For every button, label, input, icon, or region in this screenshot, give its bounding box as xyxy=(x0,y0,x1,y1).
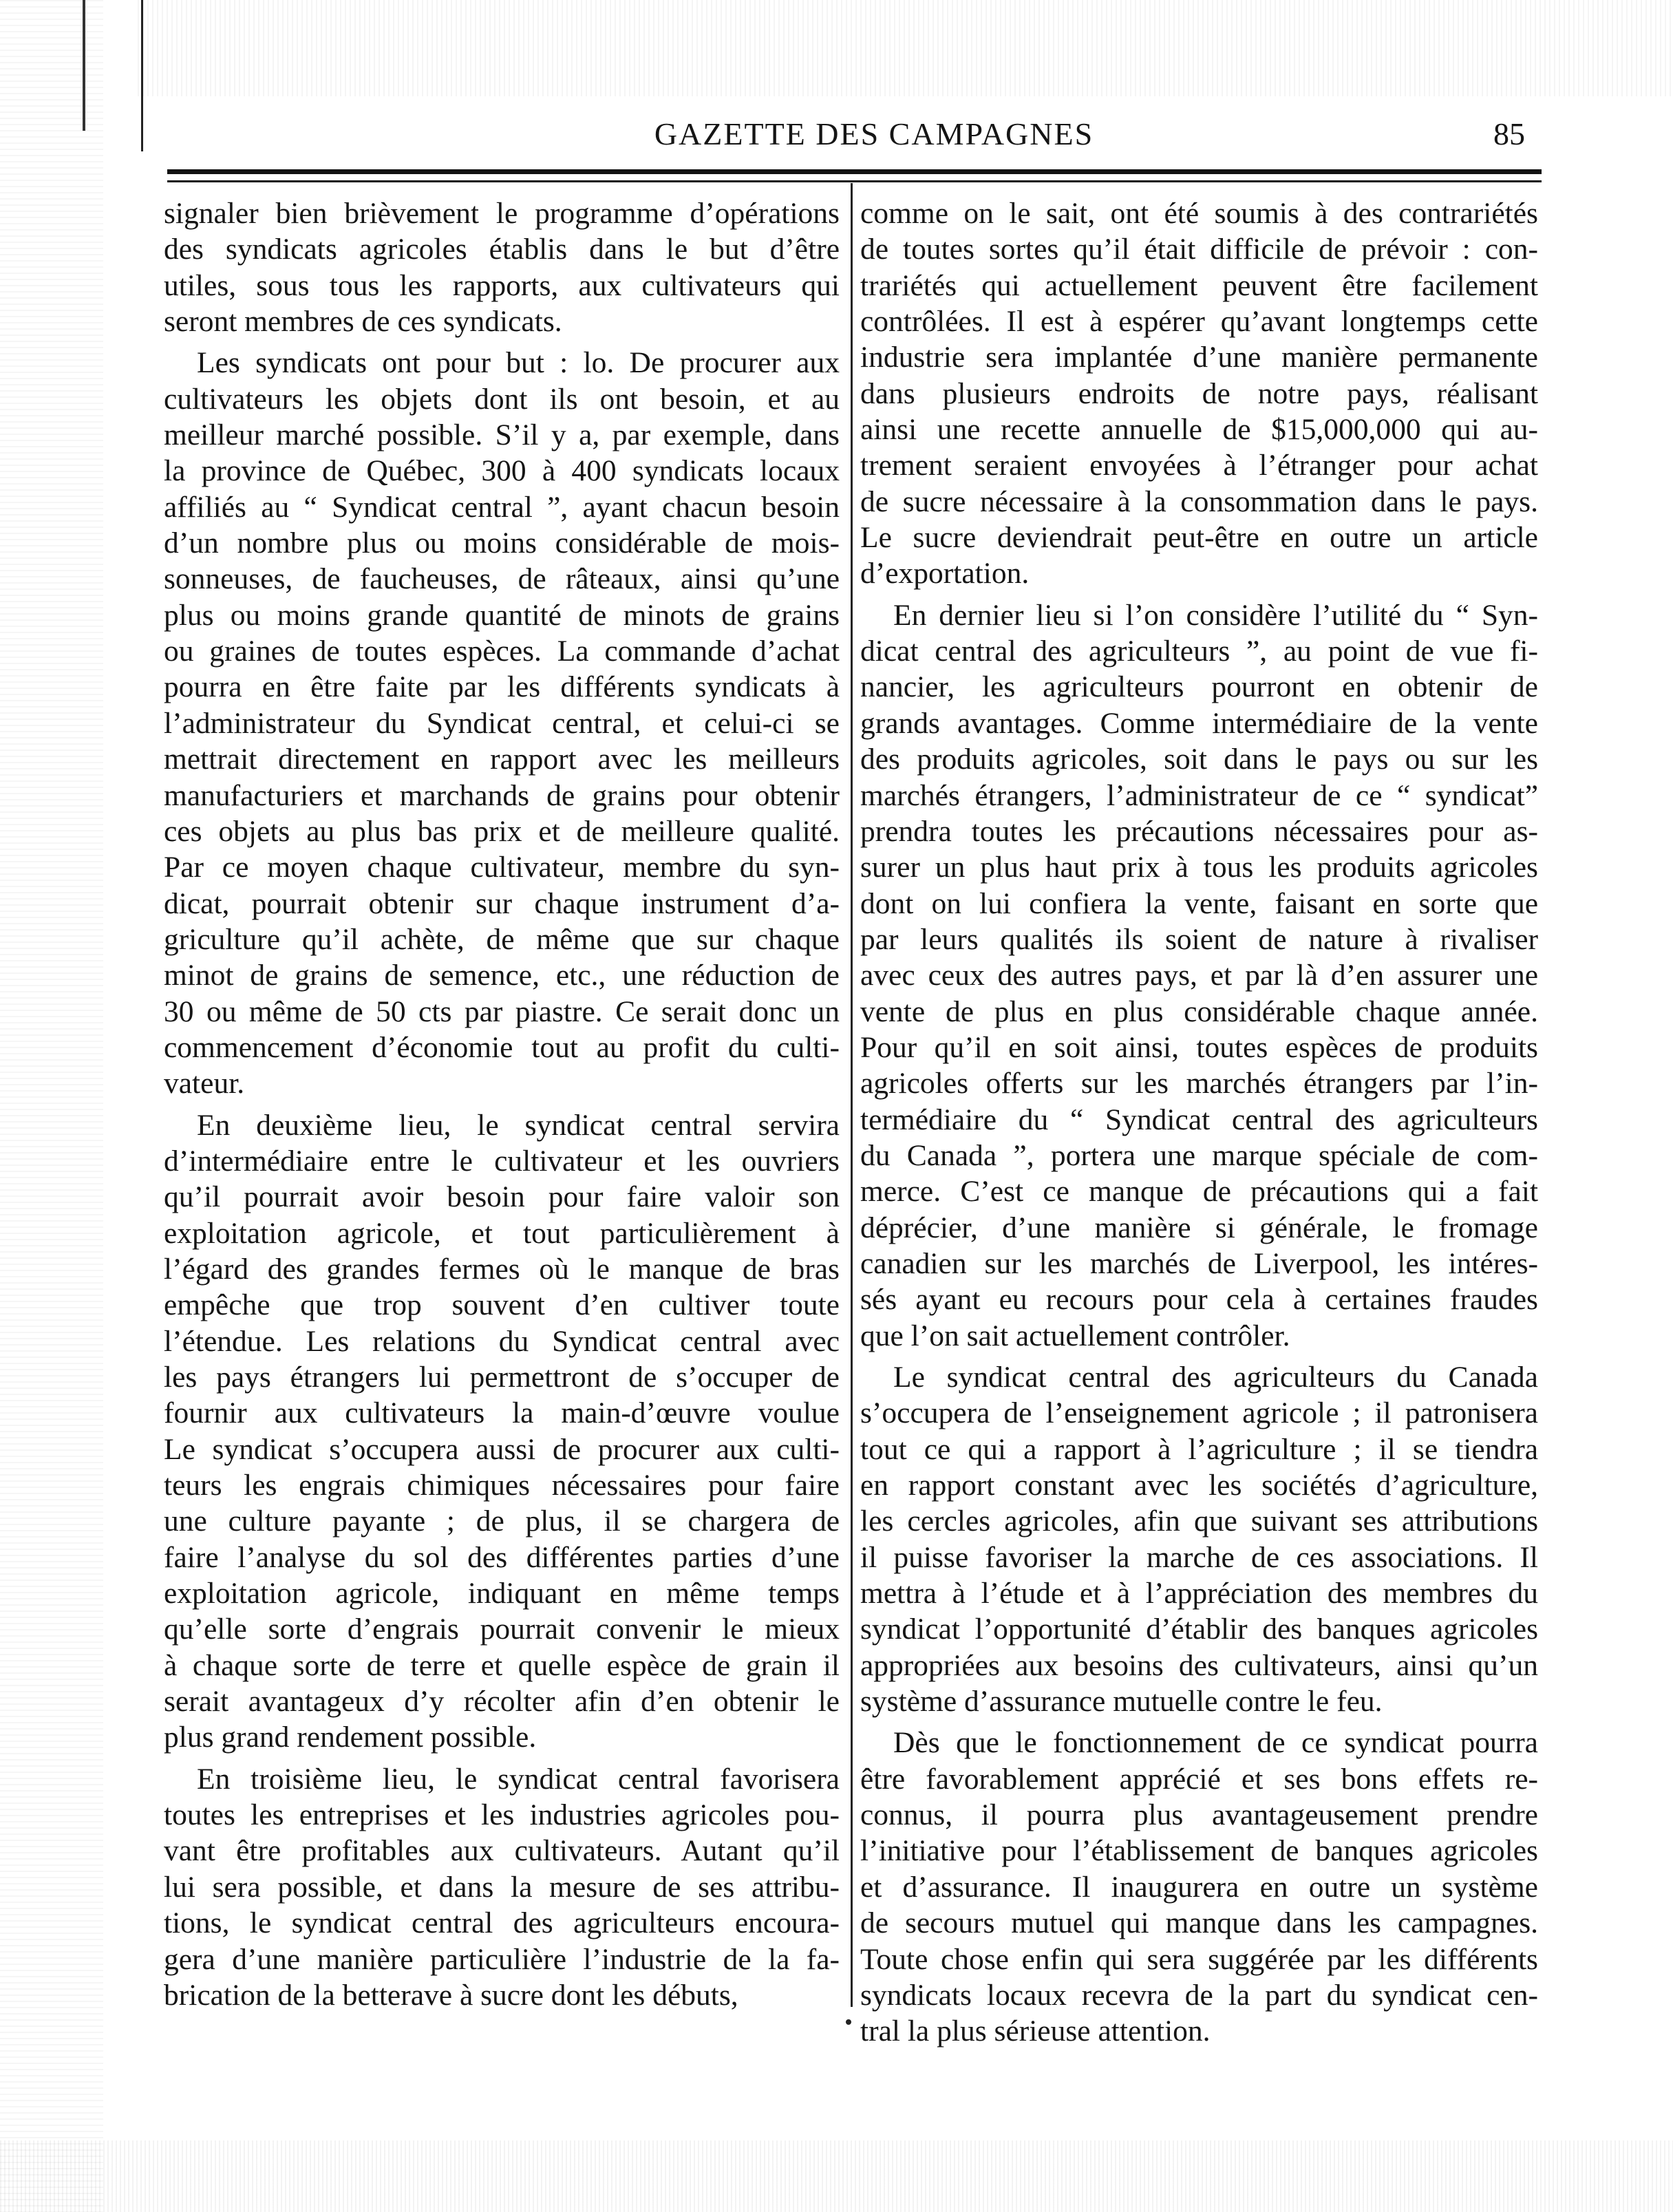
page-header-title: GAZETTE DES CAMPAGNES xyxy=(654,116,1094,151)
scan-edge-top xyxy=(138,0,1673,96)
text-line: grands avantages. Comme intermédiaire de la vente xyxy=(860,706,1538,740)
text-line: l’initiative pour l’établissement de banques agricoles xyxy=(860,1834,1538,1868)
text-line: signaler bien brièvement le programme d’opérations xyxy=(164,197,840,230)
article-paragraph xyxy=(164,1761,840,2013)
text-line: exploitation agricole, indiquant en même temps xyxy=(164,1577,840,1610)
text-line: manufacturiers et marchands de grains pour obtenir xyxy=(164,778,840,812)
text-line: appropriées aux besoins des cultivateurs, ainsi qu’un xyxy=(860,1648,1538,1682)
text-line: dicat, pourrait obtenir sur chaque instrument d’a- xyxy=(164,886,840,920)
text-line: fournir aux cultivateurs la main-d’œuvre voulue xyxy=(164,1396,840,1430)
text-line: sonneuses, de faucheuses, de râteaux, ainsi qu’une xyxy=(164,562,840,596)
header-rule-thin xyxy=(167,180,1542,182)
text-line: cultivateurs les objets dont ils ont besoin, et au xyxy=(164,382,840,416)
text-line: gera d’une manière particulière l’industrie de la fa- xyxy=(164,1942,840,1976)
text-line: faire l’analyse du sol des différentes parties d’une xyxy=(164,1540,840,1574)
text-line: une culture payante ; de plus, il se chargera de xyxy=(164,1504,840,1538)
text-line: de secours mutuel qui manque dans les campagnes. xyxy=(860,1906,1538,1940)
article-paragraph xyxy=(164,1107,840,1756)
text-line: vateur. xyxy=(164,1067,245,1100)
text-line: toutes les entreprises et les industries agricoles pou- xyxy=(164,1798,840,1832)
text-line: à chaque sorte de terre et quelle espèce de grain il xyxy=(164,1648,840,1682)
scan-edge-mark xyxy=(141,0,143,151)
text-line: brication de la betterave à sucre dont les débuts, xyxy=(164,1978,738,2012)
text-line: Toute chose enfin qui sera suggérée par les différents xyxy=(860,1942,1538,1976)
text-line: Le syndicat central des agriculteurs du Canada xyxy=(893,1361,1538,1394)
article-paragraph xyxy=(860,1359,1538,1719)
text-line: s’occupera de l’enseignement agricole ; il patronisera xyxy=(860,1396,1538,1430)
text-line: empêche que trop souvent d’en cultiver toute xyxy=(164,1288,840,1322)
text-line: système d’assurance mutuelle contre le feu. xyxy=(860,1685,1383,1719)
text-line: En dernier lieu si l’on considère l’utilité du “ Syn- xyxy=(893,598,1538,632)
text-line: de sucre nécessaire à la consommation dans le pays. xyxy=(860,485,1538,518)
text-line: syndicat l’opportunité d’établir des banques agricoles xyxy=(860,1613,1538,1646)
text-line: canadien sur les marchés de Liverpool, les intéres- xyxy=(860,1246,1538,1280)
text-line: tions, le syndicat central des agriculteurs encoura- xyxy=(164,1906,840,1940)
article-paragraph xyxy=(860,195,1538,592)
text-line: En deuxième lieu, le syndicat central servira xyxy=(197,1108,840,1142)
text-line: griculture qu’il achète, de même que sur chaque xyxy=(164,922,840,956)
text-line: Le sucre deviendrait peut-être en outre un article xyxy=(860,521,1538,555)
text-line: seront membres de ces syndicats. xyxy=(164,305,562,339)
text-line: vente de plus en plus considérable chaque année. xyxy=(860,995,1538,1028)
text-line: utiles, sous tous les rapports, aux cultivateurs qui xyxy=(164,268,840,302)
text-line: serait avantageux d’y récolter afin d’en obtenir le xyxy=(164,1685,840,1719)
text-line: des produits agricoles, soit dans le pays ou sur les xyxy=(860,743,1538,776)
text-line: la province de Québec, 300 à 400 syndicats locaux xyxy=(164,454,840,488)
text-line: du Canada ”, portera une marque spéciale de com- xyxy=(860,1138,1538,1172)
text-line: affiliés au “ Syndicat central ”, ayant chacun besoin xyxy=(164,490,840,524)
text-line: agricoles offerts sur les marchés étrangers par l’in- xyxy=(860,1067,1538,1100)
text-line: trariétés qui actuellement peuvent être facilement xyxy=(860,268,1538,302)
text-line: sés ayant eu recours pour cela à certaines fraudes xyxy=(860,1283,1538,1317)
text-line: l’égard des grandes fermes où le manque de bras xyxy=(164,1252,840,1286)
text-line: tral la plus sérieuse attention. xyxy=(860,2014,1211,2048)
text-line: minot de grains de semence, etc., une réduction de xyxy=(164,959,840,992)
text-line: mettrait directement en rapport avec les meilleurs xyxy=(164,743,840,776)
text-line: surer un plus haut prix à tous les produits agricoles xyxy=(860,851,1538,884)
scan-edge-mark xyxy=(83,0,85,131)
text-line: mettra à l’étude et à l’appréciation des membres du xyxy=(860,1577,1538,1610)
text-line: industrie sera implantée d’une manière permanente xyxy=(860,341,1538,374)
text-line: qu’il pourrait avoir besoin pour faire valoir son xyxy=(164,1180,840,1214)
footer-mark xyxy=(846,2019,851,2025)
text-line: 30 ou même de 50 cts par piastre. Ce serait donc un xyxy=(164,995,840,1028)
text-line: d’exportation. xyxy=(860,557,1030,591)
text-line: déprécier, d’une manière si générale, le fromage xyxy=(860,1211,1538,1244)
text-line: avec ceux des autres pays, et par là d’en assurer une xyxy=(860,959,1538,992)
text-line: être favorablement apprécié et ses bons effets re- xyxy=(860,1762,1538,1796)
text-line: plus ou moins grande quantité de minots de grains xyxy=(164,598,840,632)
text-line: marchés étrangers, l’administrateur de ce “ syndicat” xyxy=(860,778,1538,812)
text-line: dans plusieurs endroits de notre pays, réalisant xyxy=(860,376,1538,410)
text-line: en rapport constant avec les sociétés d’agriculture, xyxy=(860,1469,1538,1502)
text-line: prendra toutes les précautions nécessaires pour as- xyxy=(860,814,1538,848)
text-line: trement seraient envoyées à l’étranger pour achat xyxy=(860,449,1538,482)
text-line: dicat central des agriculteurs ”, au point de vue fi- xyxy=(860,635,1538,668)
text-line: termédiaire du “ Syndicat central des agriculteurs xyxy=(860,1103,1538,1136)
text-line: En troisième lieu, le syndicat central favorisera xyxy=(197,1762,840,1796)
text-line: syndicats locaux recevra de la part du syndicat cen- xyxy=(860,1978,1538,2012)
text-line: meilleur marché possible. S’il y a, par exemple, dans xyxy=(164,418,840,452)
text-line: de toutes sortes qu’il était difficile de prévoir : con- xyxy=(860,233,1538,266)
text-line: d’un nombre plus ou moins considérable de mois- xyxy=(164,527,840,560)
text-line: contrôlées. Il est à espérer qu’avant longtemps cette xyxy=(860,305,1538,339)
text-line: ainsi une recette annuelle de $15,000,000 qui au- xyxy=(860,413,1538,447)
text-line: Le syndicat s’occupera aussi de procurer aux culti- xyxy=(164,1432,840,1466)
text-line: par leurs qualités ils soient de nature à rivaliser xyxy=(860,922,1538,956)
text-line: comme on le sait, ont été soumis à des contrariétés xyxy=(860,197,1538,230)
right-column xyxy=(860,195,1538,2095)
text-line: vant être profitables aux cultivateurs. Autant qu’il xyxy=(164,1834,840,1868)
left-column xyxy=(164,195,840,2095)
text-line: et d’assurance. Il inaugurera en outre un système xyxy=(860,1870,1538,1904)
text-line: lui sera possible, et dans la mesure de ses attribu- xyxy=(164,1870,840,1904)
text-line: commencement d’économie tout au profit du culti- xyxy=(164,1030,840,1064)
text-line: des syndicats agricoles établis dans le but d’être xyxy=(164,233,840,266)
article-paragraph xyxy=(860,1725,1538,2049)
text-line: ou graines de toutes espèces. La commande d’achat xyxy=(164,635,840,668)
column-divider xyxy=(851,183,853,2007)
text-line: que l’on sait actuellement contrôler. xyxy=(860,1319,1290,1352)
text-line: connus, il pourra plus avantageusement prendre xyxy=(860,1798,1538,1832)
text-line: les pays étrangers lui permettront de s’occuper de xyxy=(164,1361,840,1394)
header-rule-thick xyxy=(167,169,1542,174)
text-line: Pour qu’il en soit ainsi, toutes espèces de produits xyxy=(860,1030,1538,1064)
text-line: Dès que le fonctionnement de ce syndicat pourra xyxy=(893,1726,1538,1760)
text-line: l’administrateur du Syndicat central, et celui-ci se xyxy=(164,706,840,740)
article-paragraph xyxy=(860,597,1538,1354)
text-line: exploitation agricole, et tout particulièrement à xyxy=(164,1216,840,1250)
text-line: plus grand rendement possible. xyxy=(164,1721,537,1754)
text-line: il puisse favoriser la marche de ces associations. Il xyxy=(860,1540,1538,1574)
text-line: tout ce qui a rapport à l’agriculture ; il se tiendra xyxy=(860,1432,1538,1466)
text-line: teurs les engrais chimiques nécessaires pour faire xyxy=(164,1469,840,1502)
text-line: ces objets au plus bas prix et de meilleure qualité. xyxy=(164,814,840,848)
page-number: 85 xyxy=(1493,116,1525,151)
text-line: les cercles agricoles, afin que suivant ses attributions xyxy=(860,1504,1538,1538)
text-line: qu’elle sorte d’engrais pourrait convenir le mieux xyxy=(164,1613,840,1646)
text-line: nancier, les agriculteurs pourront en obtenir de xyxy=(860,670,1538,704)
text-line: d’intermédiaire entre le cultivateur et les ouvriers xyxy=(164,1144,840,1178)
article-paragraph xyxy=(164,345,840,1101)
scan-edge-left xyxy=(0,0,103,2212)
text-line: pourra en être faite par les différents syndicats à xyxy=(164,670,840,704)
article-paragraph xyxy=(164,195,840,339)
scan-edge-bottom xyxy=(0,2140,1673,2212)
text-line: l’étendue. Les relations du Syndicat central avec xyxy=(164,1324,840,1358)
text-line: dont on lui confiera la vente, faisant en sorte que xyxy=(860,886,1538,920)
text-line: Par ce moyen chaque cultivateur, membre du syn- xyxy=(164,851,840,884)
text-line: Les syndicats ont pour but : lo. De procurer aux xyxy=(197,346,840,380)
text-line: merce. C’est ce manque de précautions qui a fait xyxy=(860,1175,1538,1209)
